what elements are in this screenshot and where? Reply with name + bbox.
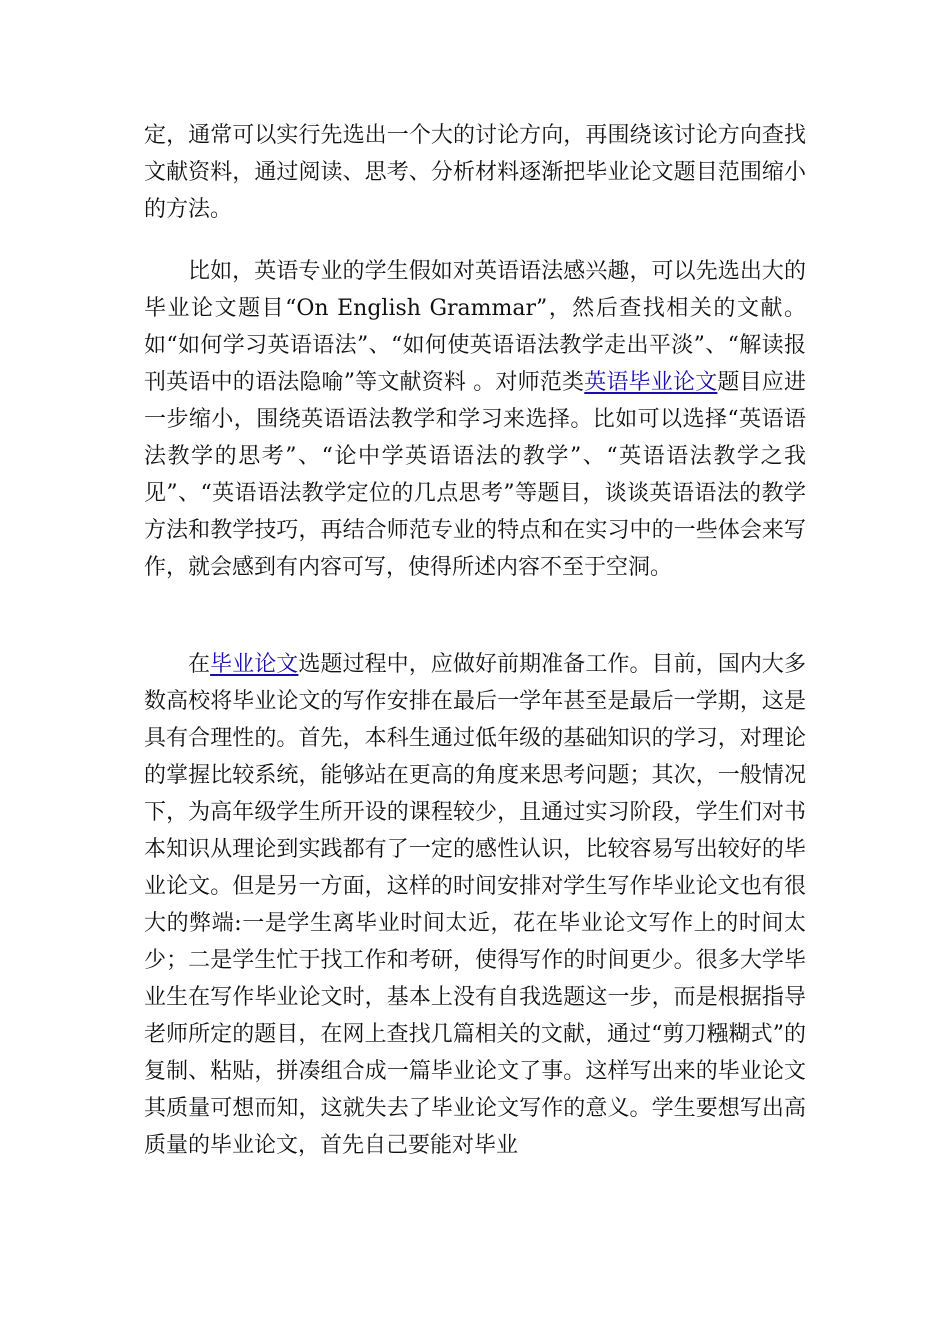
paragraph-2-part-2: 题目应进一步缩小，围绕英语语法教学和学习来选择。比如可以选择“英语语法教学的思考”、“论中学英语语法的教学”、“英语语法教学之我见”、“英语语法教学定位的几点思考”等题目，谈谈英语语法的教学方法和教学技巧，再结合师范专业的特点和在实习中的一些体会来写作，就会感到有内容可写，使得所述内容不至于空洞。 xyxy=(144,370,806,580)
paragraph-2 xyxy=(144,253,806,586)
paragraph-3-part-2: 选题过程中，应做好前期准备工作。目前，国内大多数高校将毕业论文的写作安排在最后一学年甚至是最后一学期，这是具有合理性的。首先，本科生通过低年级的基础知识的学习，对理论的掌握比较系统，能够站在更高的角度来思考问题；其次，一般情况下，为高年级学生所开设的课程较少，且通过实习阶段，学生们对书本知识从理论到实践都有了一定的感性认识，比较容易写出较好的毕业论文。但是另一方面，这样的时间安排对学生写作毕业论文也有很大的弊端:一是学生离毕业时间太近，花在毕业论文写作上的时间太少；二是学生忙于找工作和考研，使得写作的时间更少。很多大学毕业生在写作毕业论文时，基本上没有自我选题这一步，而是根据指导老师所定的题目，在网上查找几篇相关的文献，通过“剪刀糨糊式”的复制、粘贴，拼凑组合成一篇毕业论文了事。这样写出来的毕业论文其质量可想而知，这就失去了毕业论文写作的意义。学生要想写出高质量的毕业论文，首先自己要能对毕业 xyxy=(144,652,806,1158)
paragraph-1 xyxy=(144,117,806,228)
paragraph-3-part-1: 在 xyxy=(188,652,211,677)
thesis-link[interactable]: 毕业论文 xyxy=(210,652,299,677)
english-thesis-link[interactable]: 英语毕业论文 xyxy=(584,370,718,395)
paragraph-2-part-1: 比如，英语专业的学生假如对英语语法感兴趣，可以先选出大的毕业论文题目“On English Grammar”，然后查找相关的文献。如“如何学习英语语法”、“如何使英语语法教学走出平淡”、“解读报刊英语中的语法隐喻”等文献资料 。对师范类 xyxy=(144,259,806,395)
paragraph-3-text xyxy=(144,646,806,1164)
paragraph-1-text: 定，通常可以实行先选出一个大的讨论方向，再围绕该讨论方向查找文献资料，通过阅读、思考、分析材料逐渐把毕业论文题目范围缩小的方法。 xyxy=(144,123,806,222)
paragraph-2-text xyxy=(144,253,806,586)
paragraph-3 xyxy=(144,646,806,1164)
